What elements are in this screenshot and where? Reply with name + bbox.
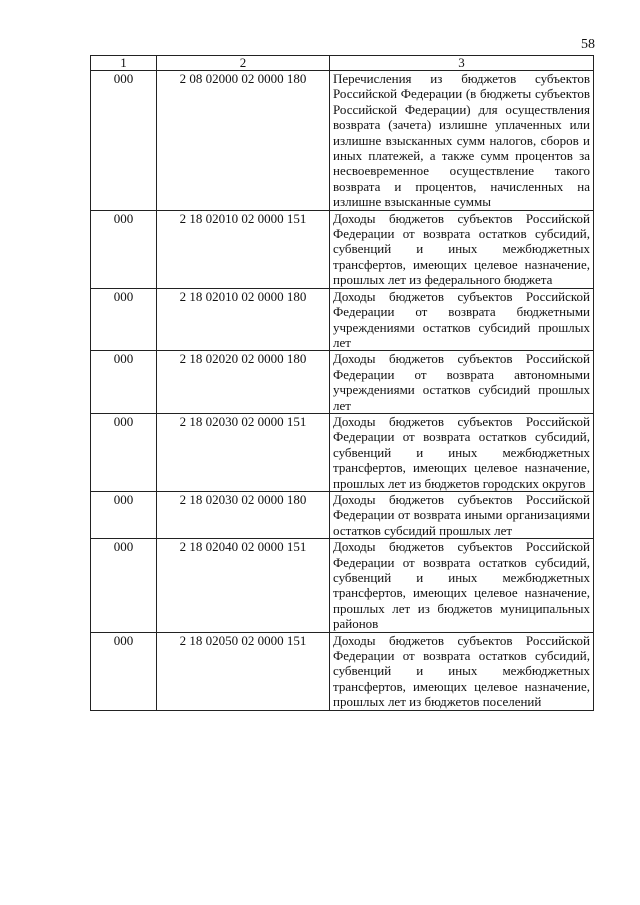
kbk-code-cell: 2 18 02010 02 0000 180 [157,288,330,351]
kbk-code-cell: 2 18 02040 02 0000 151 [157,539,330,632]
kbk-code-cell: 2 18 02010 02 0000 151 [157,210,330,288]
table-row [91,210,594,288]
admin-code-cell: 000 [91,413,157,491]
table-row [91,71,594,211]
admin-code-cell: 000 [91,491,157,538]
kbk-code-cell: 2 18 02050 02 0000 151 [157,632,330,710]
kbk-code-cell: 2 18 02020 02 0000 180 [157,351,330,414]
admin-code-cell: 000 [91,210,157,288]
budget-classification-table [90,55,594,711]
column-header-1: 1 [91,56,157,71]
column-header-3: 3 [330,56,594,71]
table-row [91,632,594,710]
revenue-name-cell: Доходы бюджетов субъектов Российской Федерации от возврата автономными учреждениями остатков субсидий прошлых лет [330,351,594,414]
kbk-code-cell: 2 18 02030 02 0000 151 [157,413,330,491]
table-header-row [91,56,594,71]
table-row [91,351,594,414]
revenue-name-cell: Доходы бюджетов субъектов Российской Федерации от возврата остатков субсидий, субвенций и иных межбюджетных трансфертов, имеющих целевое назначение, прошлых лет из бюджетов городских округов [330,413,594,491]
admin-code-cell: 000 [91,351,157,414]
kbk-code-cell: 2 08 02000 02 0000 180 [157,71,330,211]
revenue-name-cell: Доходы бюджетов субъектов Российской Федерации от возврата иными организациями остатков субсидий прошлых лет [330,491,594,538]
revenue-name-cell: Перечисления из бюджетов субъектов Российской Федерации (в бюджеты субъектов Российской Федерации) для осуществления возврата (зачета) излишне уплаченных или излишне взысканных сумм налогов, сборов и иных платежей, а также сумм процентов за несвоевременное осуществление такого возврата и процентов, начисленных на излишне взысканные суммы [330,71,594,211]
page-number: 58 [581,37,595,52]
admin-code-cell: 000 [91,539,157,632]
table-row [91,491,594,538]
table-row [91,539,594,632]
admin-code-cell: 000 [91,632,157,710]
revenue-name-cell: Доходы бюджетов субъектов Российской Федерации от возврата остатков субсидий, субвенций и иных межбюджетных трансфертов, имеющих целевое назначение, прошлых лет из бюджетов муниципальных районов [330,539,594,632]
table-row [91,288,594,351]
admin-code-cell: 000 [91,71,157,211]
admin-code-cell: 000 [91,288,157,351]
kbk-code-cell: 2 18 02030 02 0000 180 [157,491,330,538]
table-row [91,413,594,491]
revenue-name-cell: Доходы бюджетов субъектов Российской Федерации от возврата остатков субсидий, субвенций и иных межбюджетных трансфертов, имеющих целевое назначение, прошлых лет из бюджетов поселений [330,632,594,710]
revenue-name-cell: Доходы бюджетов субъектов Российской Федерации от возврата бюджетными учреждениями остатков субсидий прошлых лет [330,288,594,351]
revenue-name-cell: Доходы бюджетов субъектов Российской Федерации от возврата остатков субсидий, субвенций и иных межбюджетных трансфертов, имеющих целевое назначение, прошлых лет из федерального бюджета [330,210,594,288]
column-header-2: 2 [157,56,330,71]
